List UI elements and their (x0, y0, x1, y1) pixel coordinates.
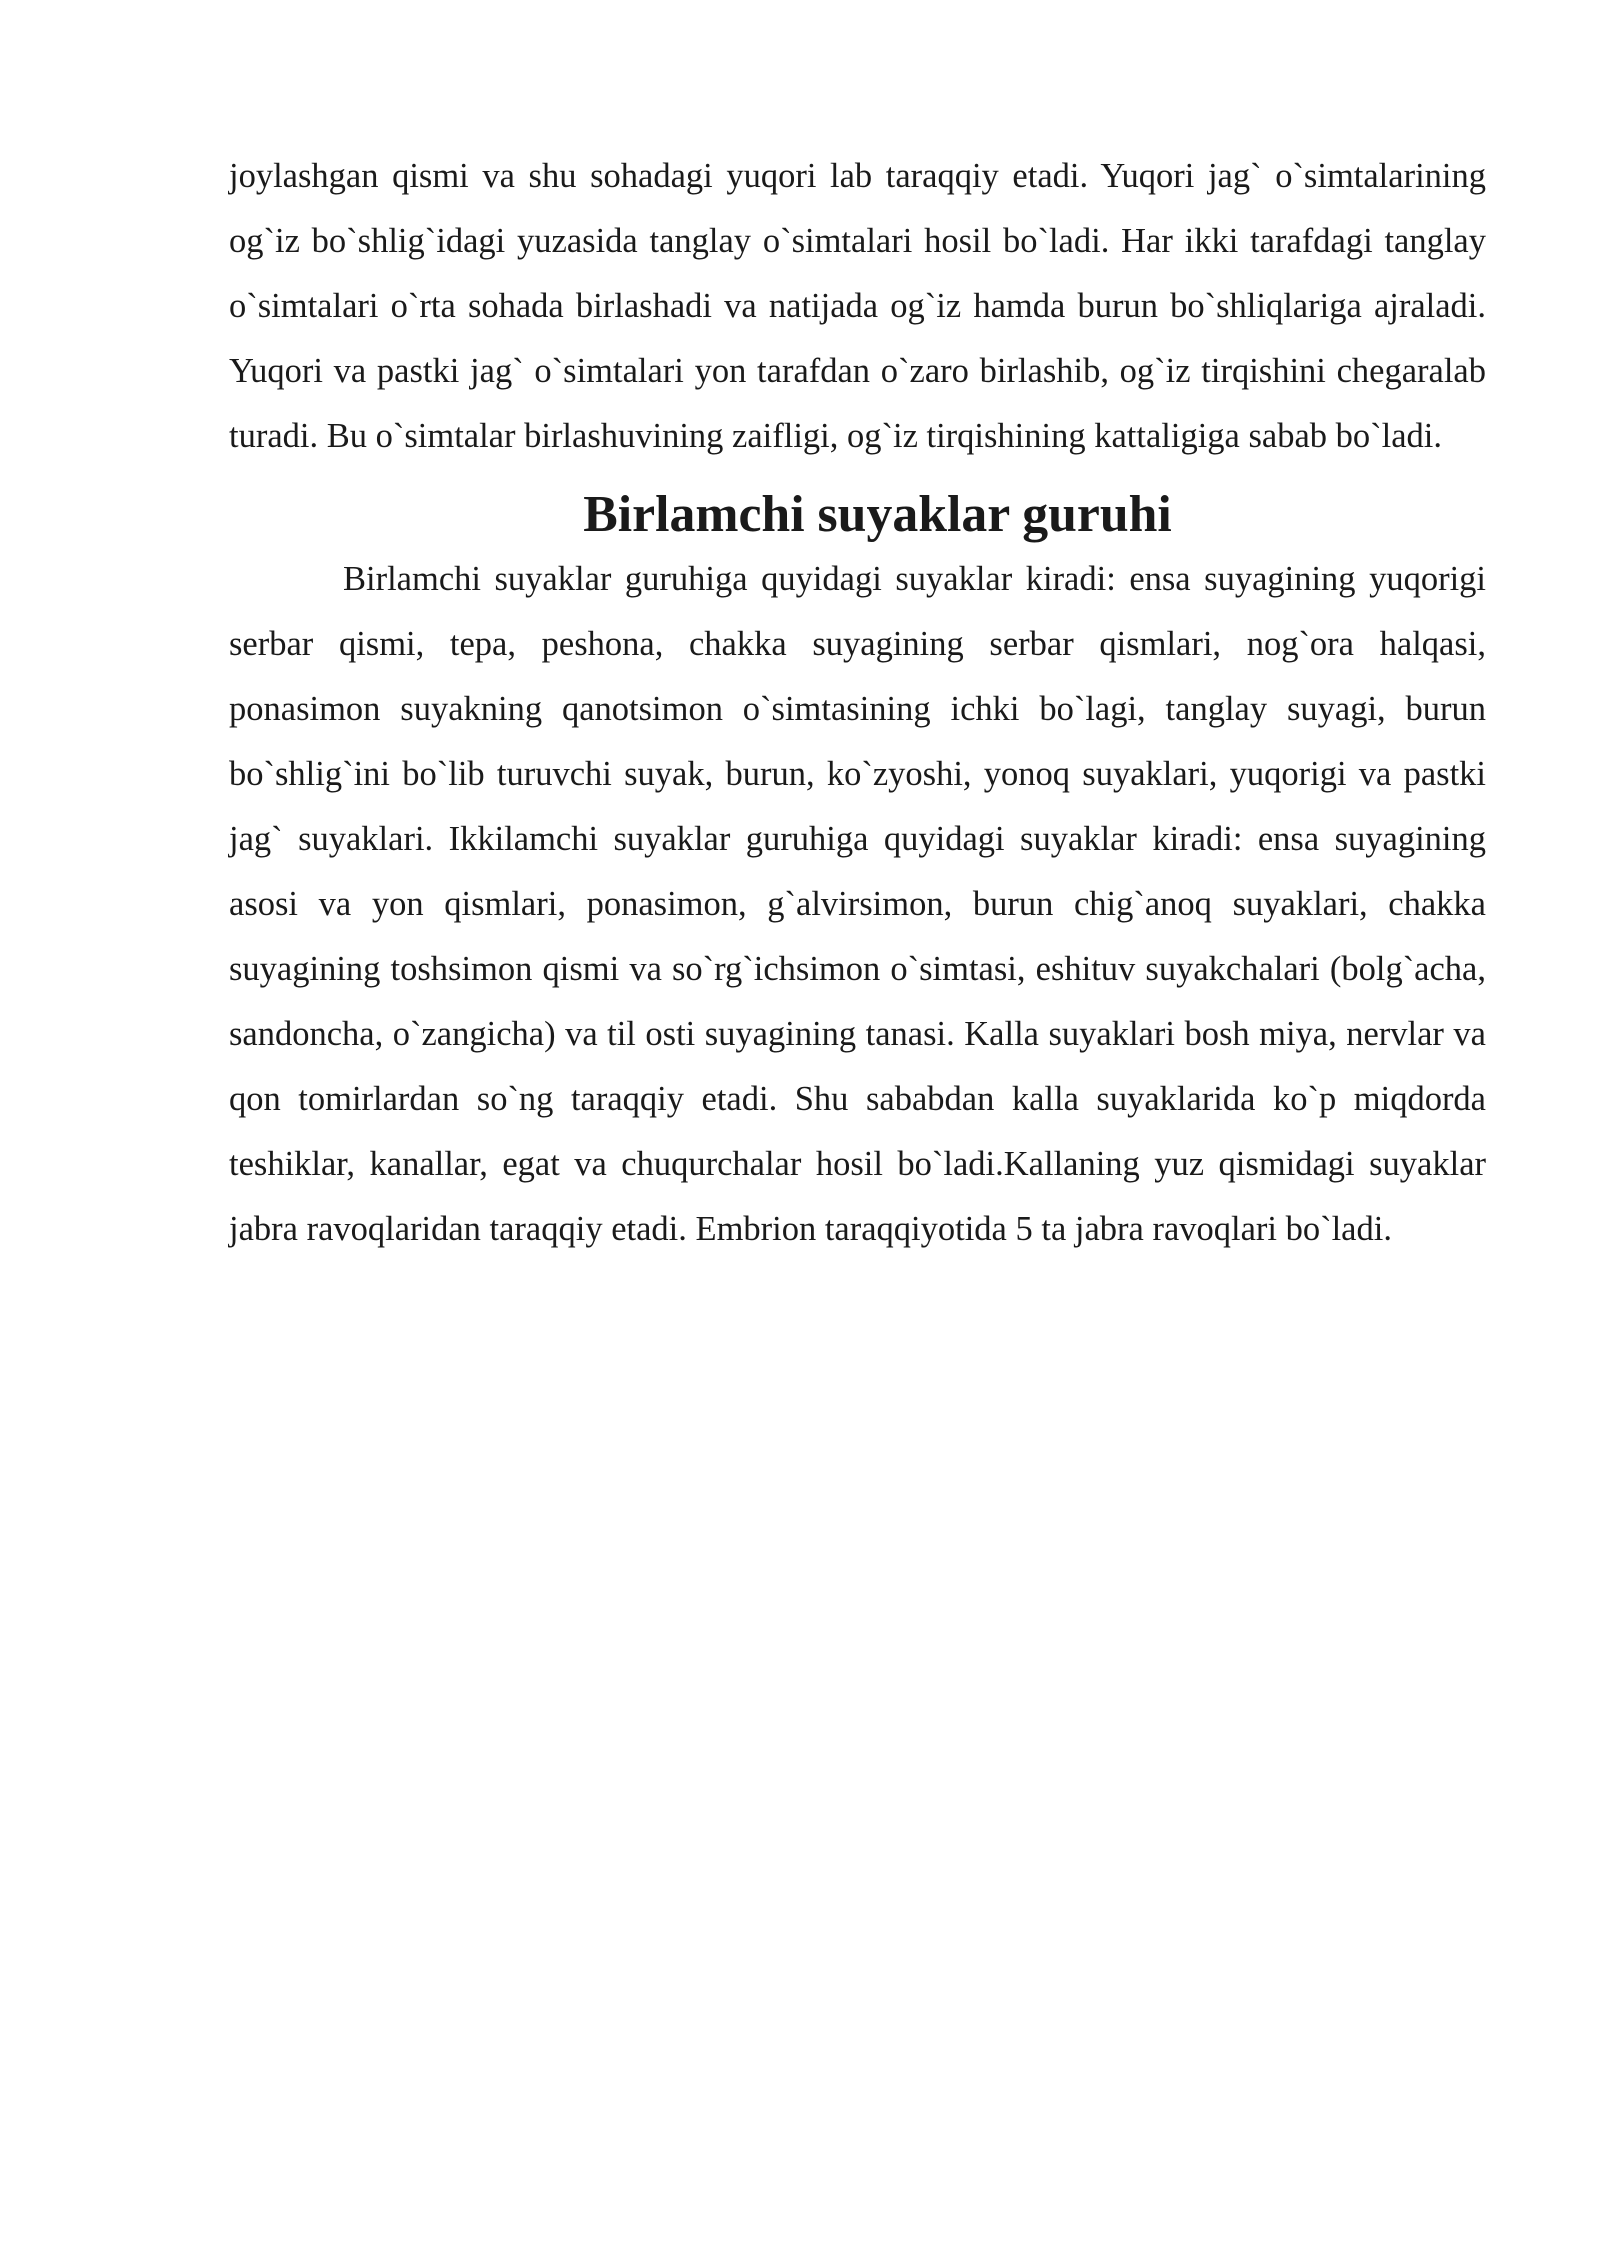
paragraph-continuation: joylashgan qismi va shu sohadagi yuqori lab taraqqiy etadi. Yuqori jag` o`simtalarining og`iz bo`shlig`idagi yuzasida tanglay o`simtalari hosil bo`ladi. Har ikki tarafdagi tanglay o`simtalari o`rta sohada birlashadi va natijada og`iz hamda burun bo`shliqlariga ajraladi. Yuqori va pastki jag` o`simtalari yon tarafdan o`zaro birlashib, og`iz tirqishini chegaralab turadi. Bu o`simtalar birlashuvining zaifligi, og`iz tirqishining kattaligiga sabab bo`ladi. (229, 157, 1486, 455)
document-body (229, 144, 1486, 1262)
paragraph-primary-bones: Birlamchi suyaklar guruhiga quyidagi suyaklar kiradi: ensa suyagining yuqorigi serbar qismi, tepa, peshona, chakka suyagining serbar qismlari, nog`ora halqasi, ponasimon suyakning qanotsimon o`simtasining ichki bo`lagi, tanglay suyagi, burun bo`shlig`ini bo`lib turuvchi suyak, burun, ko`zyoshi, yonoq suyaklari, yuqorigi va pastki jag` suyaklari. Ikkilamchi suyaklar guruhiga quyidagi suyaklar kiradi: ensa suyagining asosi va yon qismlari, ponasimon, g`alvirsimon, burun chig`anoq suyaklari, chakka suyagining toshsimon qismi va so`rg`ichsimon o`simtasi, eshituv suyakchalari (bolg`acha, sandoncha, o`zangicha) va til osti suyagining tanasi. Kalla suyaklari bosh miya, nervlar va qon tomirlardan so`ng taraqqiy etadi. Shu sababdan kalla suyaklarida ko`p miqdorda teshiklar, kanallar, egat va chuqurchalar hosil bo`ladi.Kallaning yuz qismidagi suyaklar jabra ravoqlaridan taraqqiy etadi. Embrion taraqqiyotida 5 ta jabra ravoqlari bo`ladi. (229, 560, 1486, 1248)
section-heading: Birlamchi suyaklar guruhi (583, 486, 1172, 543)
